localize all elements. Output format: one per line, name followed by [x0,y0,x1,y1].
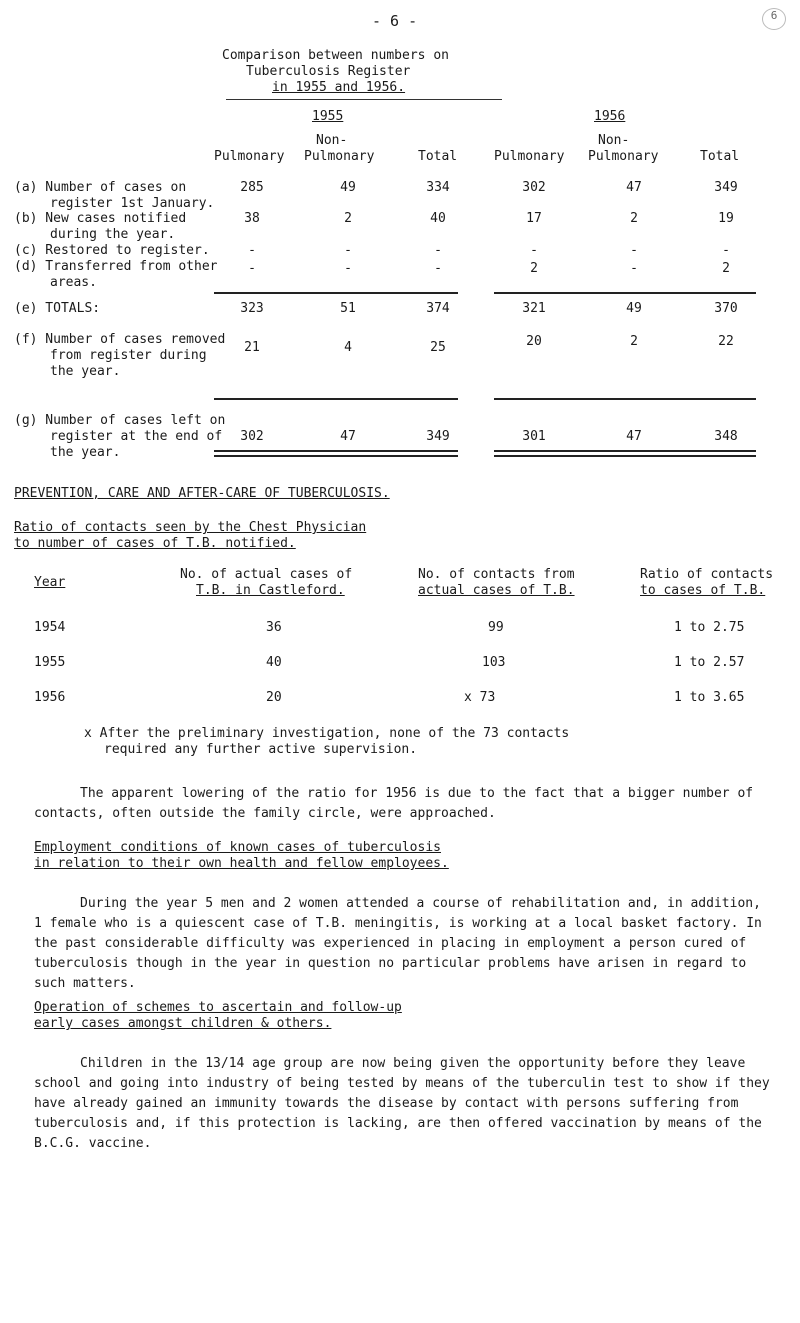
bottom-rule-1955-b [214,455,458,457]
row-g-label3: the year. [50,445,121,460]
title-underline [226,99,502,100]
ratio-value: 1 to 3.65 [674,690,745,705]
ratio-heading-line1: Ratio of contacts seen by the Chest Physician [14,520,367,535]
operation-heading-line1: Operation of schemes to ascertain and follow-up [34,1000,402,1015]
cell: 17 [526,211,542,226]
cell: 2 [630,211,638,226]
left-rule-1955 [214,398,458,400]
row-c-label: (c) Restored to register. [14,243,210,258]
ratio-cases: 36 [266,620,282,635]
cell: 348 [714,429,738,444]
totals-rule-1955 [214,292,458,294]
cell: 2 [530,261,538,276]
corner-mark: 6 [762,8,786,30]
ratio-cases: 40 [266,655,282,670]
ratio-col-contacts-2: actual cases of T.B. [418,583,575,598]
cell: 25 [430,340,446,355]
ratio-year: 1954 [34,620,66,635]
ratio-heading-line2: to number of cases of T.B. notified. [14,536,296,551]
cell: 22 [718,334,734,349]
cell: 321 [522,301,546,316]
row-a-label2: register 1st January. [50,196,215,211]
row-f-label3: the year. [50,364,121,379]
cell: 374 [426,301,450,316]
cell: 47 [340,429,356,444]
col-pulmonary-1955: Pulmonary [214,149,285,164]
col-nonpulmonary-1956: Pulmonary [588,149,659,164]
cell: 2 [630,334,638,349]
bottom-rule-1956-b [494,455,756,457]
ratio-footnote-line1: x After the preliminary investigation, none of the 73 contacts [84,726,570,741]
row-f-label: (f) Number of cases removed [14,332,226,347]
ratio-year: 1955 [34,655,66,670]
cell: - [248,243,256,258]
row-e-label: (e) TOTALS: [14,301,101,316]
cell: 323 [240,301,264,316]
paragraph-employment: During the year 5 men and 2 women attended a course of rehabilitation and, in addition, 1 female who is a quiescent case of T.B. meningitis, is working at a local basket factory. In the past considerable difficulty was experienced in placing in employment a person cured of tuberculosis though in the year in question no particular problems have arisen in regard to such matters. [34,896,762,991]
row-g-label: (g) Number of cases left on [14,413,226,428]
cell: 2 [722,261,730,276]
ratio-year: 1956 [34,690,66,705]
cell: 370 [714,301,738,316]
cell: - [722,243,730,258]
cell: 19 [718,211,734,226]
cell: 302 [522,180,546,195]
ratio-contacts: 103 [482,655,506,670]
paragraph-ratio-explanation: The apparent lowering of the ratio for 1956 is due to the fact that a bigger number of contacts, often outside the family circle, were approached. [34,786,754,821]
cell: 47 [626,429,642,444]
bottom-rule-1955-a [214,450,458,452]
col-total-1955: Total [418,149,458,164]
cell: 40 [430,211,446,226]
col-total-1956: Total [700,149,740,164]
cell: - [530,243,538,258]
cell: 51 [340,301,356,316]
cell: 47 [626,180,642,195]
ratio-contacts: x 73 [464,690,496,705]
ratio-value: 1 to 2.75 [674,620,745,635]
row-d-label: (d) Transferred from other [14,259,218,274]
ratio-col-contacts-1: No. of contacts from [418,567,575,582]
cell: 349 [714,180,738,195]
cell: - [434,243,442,258]
page-number: - 6 - [372,12,418,30]
section-heading-prevention: PREVENTION, CARE AND AFTER-CARE OF TUBERCULOSIS. [14,486,390,501]
ratio-col-ratio-2: to cases of T.B. [640,583,766,598]
cell: 38 [244,211,260,226]
cell: 301 [522,429,546,444]
year-1955: 1955 [312,109,344,124]
operation-heading-line2: early cases amongst children & others. [34,1016,332,1031]
cell: 334 [426,180,450,195]
cell: 4 [344,340,352,355]
ratio-value: 1 to 2.57 [674,655,745,670]
row-b-label: (b) New cases notified [14,211,187,226]
year-1956: 1956 [594,109,626,124]
left-rule-1956 [494,398,756,400]
col-nonpulmonary-1955: Pulmonary [304,149,375,164]
bottom-rule-1956-a [494,450,756,452]
cell: 21 [244,340,260,355]
ratio-col-year: Year [34,575,66,590]
row-a-label: (a) Number of cases on [14,180,187,195]
col-non-1955: Non- [316,133,348,148]
table-title-line2: Tuberculosis Register [246,64,411,79]
cell: - [434,261,442,276]
table-title-line3: in 1955 and 1956. [272,80,406,95]
cell: - [344,243,352,258]
row-f-label2: from register during [50,348,207,363]
ratio-col-ratio-1: Ratio of contacts [640,567,774,582]
employment-heading-line1: Employment conditions of known cases of tuberculosis [34,840,441,855]
cell: 285 [240,180,264,195]
cell: 349 [426,429,450,444]
totals-rule-1956 [494,292,756,294]
cell: 49 [340,180,356,195]
ratio-footnote-line2: required any further active supervision. [104,742,418,757]
cell: - [630,261,638,276]
cell: - [344,261,352,276]
ratio-col-actual-2: T.B. in Castleford. [196,583,345,598]
ratio-cases: 20 [266,690,282,705]
col-non-1956: Non- [598,133,630,148]
row-b-label2: during the year. [50,227,176,242]
row-d-label2: areas. [50,275,97,290]
cell: 20 [526,334,542,349]
ratio-contacts: 99 [488,620,504,635]
row-g-label2: register at the end of [50,429,223,444]
table-title-line1: Comparison between numbers on [222,48,449,63]
cell: 2 [344,211,352,226]
cell: - [630,243,638,258]
cell: - [248,261,256,276]
employment-heading-line2: in relation to their own health and fellow employees. [34,856,449,871]
col-pulmonary-1956: Pulmonary [494,149,565,164]
cell: 302 [240,429,264,444]
ratio-col-actual-1: No. of actual cases of [180,567,353,582]
cell: 49 [626,301,642,316]
paragraph-operation: Children in the 13/14 age group are now being given the opportunity before they leave school and going into industry of being tested by means of the tuberculin test to show if they have already gained an immunity towards the disease by contact with persons suffering from tuberculosis and, if this protection is lacking, are then offered vaccination by means of the B.C.G. vaccine. [34,1056,770,1151]
